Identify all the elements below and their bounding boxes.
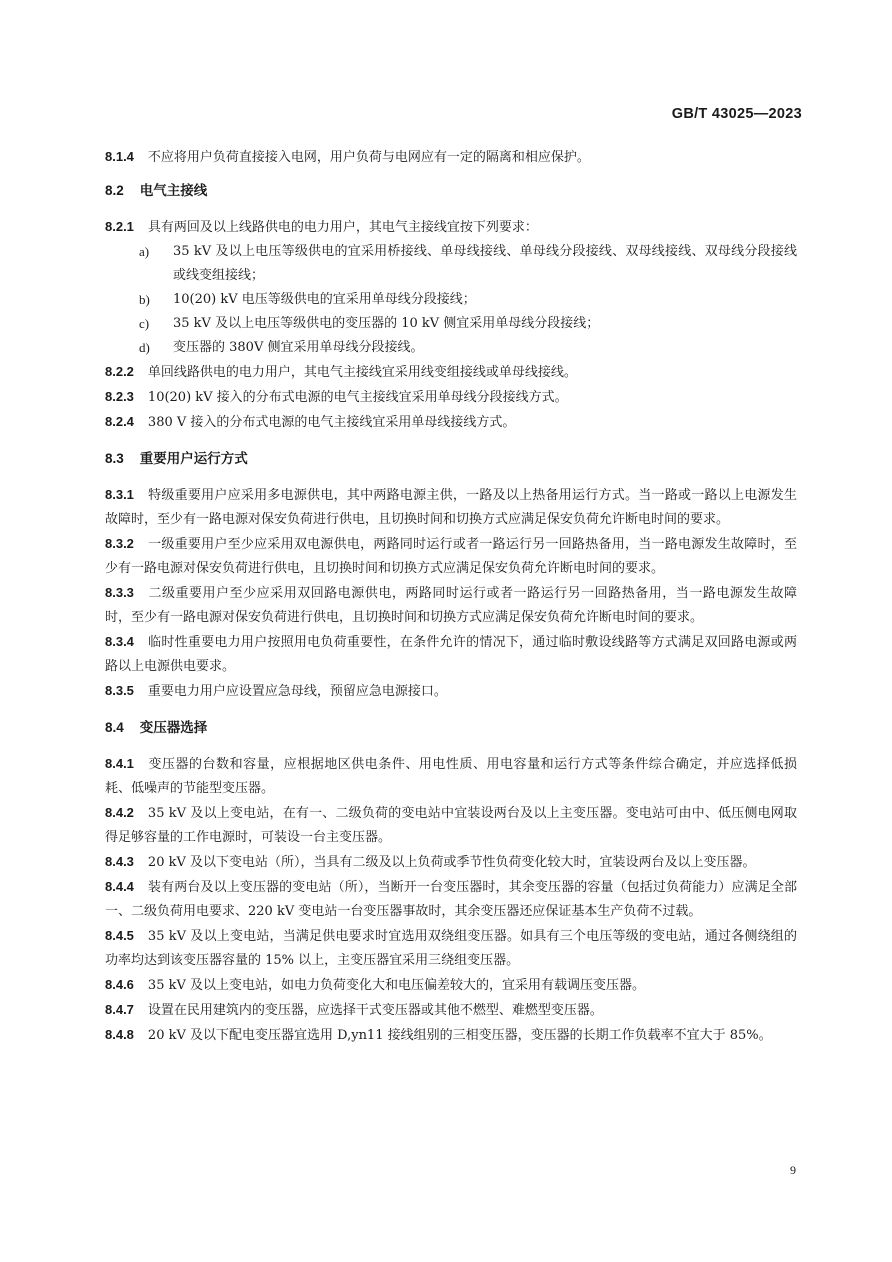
clause-8-2-4 — [105, 410, 797, 435]
document-code: GB/T 43025—2023 — [671, 106, 802, 122]
list-marker: c) — [139, 316, 150, 331]
clause-text: 单回线路供电的电力用户，其电气主接线宜采用线变组接线或单母线接线。 — [147, 365, 577, 380]
section-title: 变压器选择 — [139, 720, 208, 736]
clause-8-3-2 — [105, 532, 797, 581]
list-item-a — [105, 240, 797, 288]
section-number: 8.2 — [105, 183, 124, 198]
clause-8-1-4 — [105, 145, 797, 170]
list-item-text: 变压器的 380V 侧宜采用单母线分段接线。 — [173, 340, 424, 355]
list-marker: a) — [139, 244, 150, 259]
clause-8-4-3 — [105, 850, 797, 875]
clause-number: 8.4.5 — [105, 928, 134, 943]
clause-number: 8.1.4 — [105, 149, 134, 164]
clause-text: 20 kV 及以下配电变压器宜选用 D,yn11 接线组别的三相变压器，变压器的长期工作负载率不宜大于 85%。 — [147, 1028, 772, 1043]
clause-number: 8.3.4 — [105, 634, 134, 649]
list-marker: b) — [139, 292, 150, 307]
clause-text: 不应将用户负荷直接接入电网，用户负荷与电网应有一定的隔离和相应保护。 — [147, 150, 590, 165]
list-item-b — [105, 288, 797, 312]
clause-number: 8.2.3 — [105, 389, 134, 404]
list-item-d — [105, 336, 797, 360]
list-item-c — [105, 312, 797, 336]
clause-text: 重要电力用户应设置应急母线，预留应急电源接口。 — [147, 684, 447, 699]
clause-8-3-1 — [105, 483, 797, 532]
clause-text: 20 kV 及以下变电站（所），当具有二级及以上负荷或季节性负荷变化较大时，宜装设两台及以上变压器。 — [147, 855, 756, 870]
clause-text: 一级重要用户至少应采用双电源供电，两路同时运行或者一路运行另一回路热备用，当一路电源发生故障时，至少有一路电源对保安负荷进行供电，且切换时间和切换方式应满足保安负荷允许断电时间的要求。 — [105, 537, 797, 576]
clause-number: 8.4.1 — [105, 756, 134, 771]
clause-number: 8.2.1 — [105, 219, 134, 234]
clause-number: 8.3.5 — [105, 683, 134, 698]
clause-8-4-8 — [105, 1023, 797, 1048]
section-title: 重要用户运行方式 — [139, 451, 248, 467]
clause-8-4-2 — [105, 801, 797, 850]
list-item-text: 35 kV 及以上电压等级供电的变压器的 10 kV 侧宜采用单母线分段接线； — [173, 316, 600, 331]
list-item-text: 35 kV 及以上电压等级供电的宜采用桥接线、单母线接线、单母线分段接线、双母线接线、双母线分段接线或线变组接线； — [173, 244, 797, 283]
clause-text: 特级重要用户应采用多电源供电，其中两路电源主供，一路及以上热备用运行方式。当一路或一路以上电源发生故障时，至少有一路电源对保安负荷进行供电，且切换时间和切换方式应满足保安负荷允许断电时间的要求。 — [105, 488, 797, 527]
clause-text: 380 V 接入的分布式电源的电气主接线宜采用单母线接线方式。 — [147, 415, 516, 430]
clause-number: 8.2.2 — [105, 364, 134, 379]
section-number: 8.4 — [105, 720, 124, 735]
clause-number: 8.3.3 — [105, 585, 134, 600]
clause-number: 8.4.8 — [105, 1027, 134, 1042]
clause-8-4-5 — [105, 924, 797, 973]
clause-8-4-1 — [105, 752, 797, 801]
clause-text: 设置在民用建筑内的变压器，应选择干式变压器或其他不燃型、难燃型变压器。 — [147, 1003, 603, 1018]
clause-number: 8.4.2 — [105, 805, 134, 820]
section-heading-8-3 — [105, 447, 797, 471]
page-number: 9 — [790, 1163, 796, 1177]
list-marker: d) — [139, 340, 150, 355]
clause-text: 10(20) kV 接入的分布式电源的电气主接线宜采用单母线分段接线方式。 — [147, 390, 568, 405]
clause-number: 8.3.2 — [105, 536, 134, 551]
document-body — [105, 145, 797, 1048]
section-heading-8-4 — [105, 716, 797, 740]
clause-8-4-7 — [105, 998, 797, 1023]
clause-number: 8.4.6 — [105, 977, 134, 992]
clause-8-4-6 — [105, 973, 797, 998]
clause-8-2-1 — [105, 215, 797, 240]
clause-text: 变压器的台数和容量，应根据地区供电条件、用电性质、用电容量和运行方式等条件综合确定，并应选择低损耗、低噪声的节能型变压器。 — [105, 757, 797, 796]
clause-text: 具有两回及以上线路供电的电力用户，其电气主接线宜按下列要求： — [147, 220, 538, 235]
clause-number: 8.4.7 — [105, 1002, 134, 1017]
list-item-text: 10(20) kV 电压等级供电的宜采用单母线分段接线； — [173, 292, 476, 307]
section-title: 电气主接线 — [139, 183, 208, 199]
clause-text: 二级重要用户至少应采用双回路电源供电，两路同时运行或者一路运行另一回路热备用，当一路电源发生故障时，至少有一路电源对保安负荷进行供电，且切换时间和切换方式应满足保安负荷允许断电时间的要求。 — [105, 586, 797, 625]
clause-number: 8.4.3 — [105, 854, 134, 869]
section-number: 8.3 — [105, 451, 124, 466]
section-heading-8-2 — [105, 179, 797, 203]
clause-text: 装有两台及以上变压器的变电站（所），当断开一台变压器时，其余变压器的容量（包括过负荷能力）应满足全部一、二级负荷用电要求、220 kV 变电站一台变压器事故时，其余变压器还应保证基本生产负荷不过载。 — [105, 880, 797, 919]
clause-8-3-5 — [105, 679, 797, 704]
clause-8-2-2 — [105, 360, 797, 385]
clause-text: 35 kV 及以上变电站，在有一、二级负荷的变电站中宜装设两台及以上主变压器。变电站可由中、低压侧电网取得足够容量的工作电源时，可装设一台主变压器。 — [105, 806, 797, 845]
clause-8-4-4 — [105, 875, 797, 924]
clause-8-3-3 — [105, 581, 797, 630]
clause-8-3-4 — [105, 630, 797, 679]
clause-text: 临时性重要电力用户按照用电负荷重要性，在条件允许的情况下，通过临时敷设线路等方式满足双回路电源或两路以上电源供电要求。 — [105, 635, 797, 674]
clause-8-2-3 — [105, 385, 797, 410]
clause-number: 8.3.1 — [105, 487, 134, 502]
clause-text: 35 kV 及以上变电站，如电力负荷变化大和电压偏差较大的，宜采用有载调压变压器。 — [147, 978, 645, 993]
clause-text: 35 kV 及以上变电站，当满足供电要求时宜选用双绕组变压器。如具有三个电压等级的变电站，通过各侧绕组的功率均达到该变压器容量的 15% 以上，主变压器宜采用三绕组变压器。 — [105, 929, 797, 968]
clause-number: 8.2.4 — [105, 414, 134, 429]
clause-number: 8.4.4 — [105, 879, 134, 894]
